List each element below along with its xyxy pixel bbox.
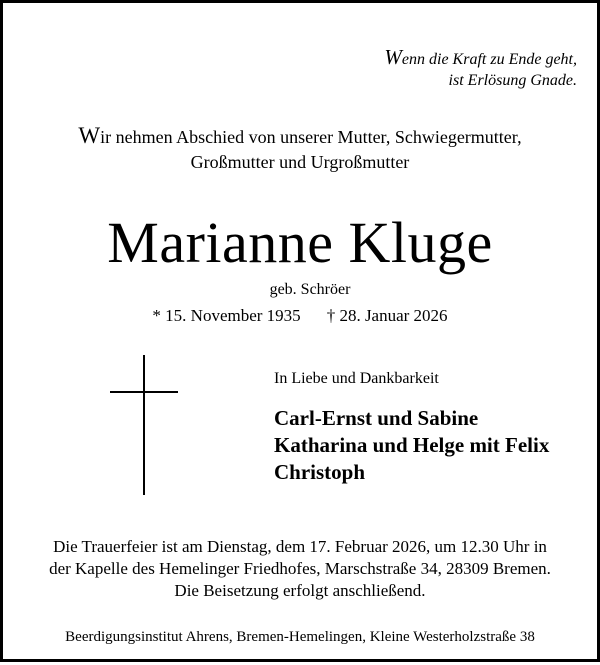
- undertaker-info: Beerdigungsinstitut Ahrens, Bremen-Hemelingen, Kleine Westerholzstraße 38: [65, 629, 535, 645]
- motto-initial: W: [384, 45, 402, 69]
- intro-line-2: Großmutter und Urgroßmutter: [190, 152, 410, 172]
- intro-text: [3, 123, 597, 175]
- mourner-line: Katharina und Helge mit Felix: [274, 433, 550, 457]
- intro-line-1-rest: ir nehmen Abschied von unserer Mutter, Schwiegermutter,: [100, 127, 522, 147]
- ceremony-info: [3, 536, 597, 602]
- motto-quote: [384, 47, 577, 91]
- mourners-intro: In Liebe und Dankbarkeit: [274, 370, 439, 387]
- mourner-line: Carl-Ernst und Sabine: [274, 406, 479, 430]
- ceremony-line: der Kapelle des Hemelinger Friedhofes, Marschstraße 34, 28309 Bremen.: [49, 559, 551, 578]
- ceremony-line: Die Trauerfeier ist am Dienstag, dem 17. Februar 2026, um 12.30 Uhr in: [53, 537, 547, 556]
- mourners-list: [274, 405, 549, 486]
- mourner-line: Christoph: [274, 460, 366, 484]
- birth-date: * 15. November 1935: [152, 306, 301, 325]
- motto-line-1-rest: enn die Kraft zu Ende geht,: [401, 51, 577, 68]
- intro-initial: W: [78, 123, 101, 148]
- motto-line-2: ist Erlösung Gnade.: [448, 72, 577, 89]
- life-dates: [3, 305, 597, 327]
- deceased-name: Marianne Kluge: [107, 210, 493, 275]
- intro-line-1: [3, 123, 597, 150]
- maiden-name: geb. Schröer: [269, 281, 351, 298]
- ceremony-line: Die Beisetzung erfolgt anschließend.: [174, 581, 426, 600]
- death-date: † 28. Januar 2026: [326, 306, 448, 325]
- motto-line-1: [384, 47, 577, 70]
